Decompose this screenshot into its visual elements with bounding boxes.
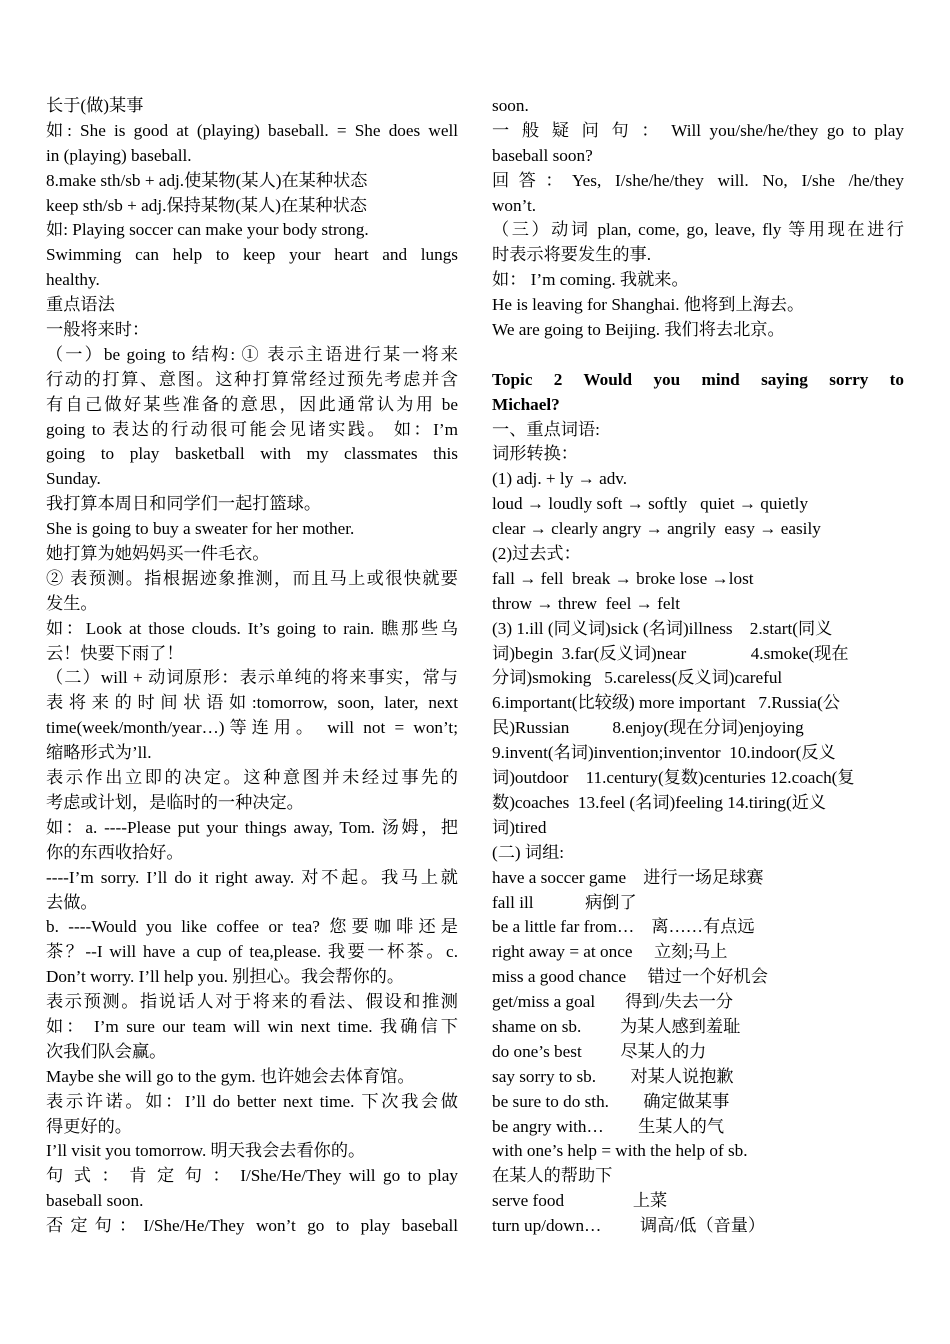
text-line: 次我们队会赢。 xyxy=(46,1041,167,1061)
text-line: 表将来的时间状语如:tomorrow, soon, later, next xyxy=(46,693,458,713)
text-line: have a soccer game 进行一场足球赛 xyxy=(492,867,764,887)
text-line: serve food 上菜 xyxy=(492,1191,668,1211)
text-line: 缩略形式为’ll. xyxy=(46,743,152,763)
text-line: 民)Russian 8.enjoy(现在分词)enjoying xyxy=(492,718,804,738)
text-line: be angry with… 生某人的气 xyxy=(492,1116,725,1136)
text-line: 云！快要下雨了！ xyxy=(46,643,184,663)
text-line: 表示许诺。如：I’ll do better next time. 下次我会做 xyxy=(46,1091,458,1111)
text-line: 6.important(比较级) more important 7.Russia(公 xyxy=(492,693,840,713)
text-line: going to play basketball with my classmates this xyxy=(46,444,458,464)
text-line: 时表示将要发生的事. xyxy=(492,245,651,265)
section-heading-line: Michael? xyxy=(492,394,560,414)
text-line: 茶？--I will have a cup of tea,please. 我要一杯茶。c. xyxy=(46,942,458,962)
text-line: 重点语法 xyxy=(46,295,115,315)
text-line: get/miss a goal 得到/失去一分 xyxy=(492,992,734,1012)
text-line: fall → fell break → broke lose →lost xyxy=(492,568,754,588)
text-line xyxy=(492,343,904,368)
text-line: miss a good chance 错过一个好机会 xyxy=(492,967,768,987)
text-line: keep sth/sb + adj.保持某物(某人)在某种状态 xyxy=(46,195,367,215)
text-line: Don’t worry. I’ll help you. 别担心。我会帮你的。 xyxy=(46,967,405,987)
text-line: ----I’m sorry. I’ll do it right away. 对不起。我马上就 xyxy=(46,867,458,887)
text-line: throw → threw feel → felt xyxy=(492,593,681,613)
text-line: 一般将来时： xyxy=(46,320,150,340)
right-column xyxy=(492,94,904,1239)
text-line: 回答：Yes, I/she/he/they will. No, I/she /he/they xyxy=(492,170,904,190)
text-line: soon. xyxy=(492,96,529,115)
text-line: （二）will + 动词原形：表示单纯的将来事实，常与 xyxy=(46,668,458,688)
text-line: 如: She is good at (playing) baseball. = She does well xyxy=(46,120,458,140)
text-line: turn up/down… 调高/低（音量） xyxy=(492,1216,766,1236)
text-line: 发生。 xyxy=(46,593,98,613)
text-line: 一、重点词语: xyxy=(492,419,600,439)
text-line: Swimming can help to keep your heart and lungs xyxy=(46,245,458,265)
text-line: going to 表达的行动很可能会见诸实践。 如：I’m xyxy=(46,419,458,439)
text-line: 分词)smoking 5.careless(反义词)careful xyxy=(492,668,783,688)
text-line: baseball soon. xyxy=(46,1191,144,1211)
text-line: 长于(做)某事 xyxy=(46,96,144,115)
text-line: He is leaving for Shanghai. 他将到上海去。 xyxy=(492,295,805,315)
text-line: 9.invent(名词)invention;inventor 10.indoor(反义 xyxy=(492,743,836,763)
text-line: (3) 1.ill (同义词)sick (名词)illness 2.start(同义 xyxy=(492,618,833,638)
text-line: be a little far from… 离……有点远 xyxy=(492,917,755,937)
text-line: baseball soon? xyxy=(492,145,593,165)
text-line: 考虑或计划，是临时的一种决定。 xyxy=(46,792,304,812)
text-line: b. ----Would you like coffee or tea? 您要咖啡还是 xyxy=(46,917,458,937)
text-line: 一 般 疑 问 句 ： Will you/she/he/they go to play xyxy=(492,120,904,140)
text-line: 词)tired xyxy=(492,817,547,837)
text-line: 表示预测。指说话人对于将来的看法、假设和推测 xyxy=(46,992,458,1012)
text-line: Maybe she will go to the gym. 也许她会去体育馆。 xyxy=(46,1066,415,1086)
text-line: (二) 词组: xyxy=(492,842,565,862)
text-line: 去做。 xyxy=(46,892,98,912)
text-line: 如：a. ----Please put your things away, Tom. 汤姆，把 xyxy=(46,817,458,837)
text-line: 表示作出立即的决定。这种意图并未经过事先的 xyxy=(46,768,458,788)
text-line: We are going to Beijing. 我们将去北京。 xyxy=(492,320,785,340)
text-line: She is going to buy a sweater for her mother. xyxy=(46,519,355,539)
text-line: 如：Look at those clouds. It’s going to rain. 瞧那些乌 xyxy=(46,618,458,638)
text-line: 行动的打算、意图。这种打算常经过预先考虑并含 xyxy=(46,369,458,389)
text-line: do one’s best 尽某人的力 xyxy=(492,1041,707,1061)
text-line: 否定句：I/She/He/They won’t go to play baseball xyxy=(46,1216,458,1236)
text-line: 在某人的帮助下 xyxy=(492,1166,613,1186)
text-line: 词形转换： xyxy=(492,444,578,464)
text-line: 她打算为她妈妈买一件毛衣。 xyxy=(46,544,270,564)
text-line: 词)begin 3.far(反义词)near 4.smoke(现在 xyxy=(492,643,849,663)
text-line: 我打算本周日和同学们一起打篮球。 xyxy=(46,494,322,514)
text-line: say sorry to sb. 对某人说抱歉 xyxy=(492,1066,734,1086)
text-line: (1) adj. + ly → adv. xyxy=(492,469,628,489)
text-line: 词)outdoor 11.century(复数)centuries 12.coach(复 xyxy=(492,768,855,788)
text-line: （一）be going to 结构: ① 表示主语进行某一将来 xyxy=(46,344,458,364)
text-line: 句 式 ： 肯 定 句 ： I/She/He/They will go to play xyxy=(46,1166,458,1186)
text-line: 如: Playing soccer can make your body strong. xyxy=(46,220,369,240)
text-line: ② 表预测。指根据迹象推测，而且马上或很快就要 xyxy=(46,568,458,588)
text-line: 你的东西收拾好。 xyxy=(46,842,184,862)
text-line: Sunday. xyxy=(46,469,101,489)
text-line: healthy. xyxy=(46,270,100,290)
text-line: clear → clearly angry → angrily easy → easily xyxy=(492,519,821,539)
text-line: won’t. xyxy=(492,195,537,215)
text-line: 得更好的。 xyxy=(46,1116,132,1136)
text-line: 如： I’m coming. 我就来。 xyxy=(492,270,689,290)
text-line: 有自己做好某些准备的意思，因此通常认为用 be xyxy=(46,394,458,414)
text-line: （三）动词 plan, come, go, leave, fly 等用现在进行 xyxy=(492,220,904,240)
text-line: shame on sb. 为某人感到羞耻 xyxy=(492,1016,741,1036)
text-line: I’ll visit you tomorrow. 明天我会去看你的。 xyxy=(46,1141,366,1161)
text-line: in (playing) baseball. xyxy=(46,145,192,165)
text-line: time(week/month/year…)等连用。 will not = won’t; xyxy=(46,718,458,738)
section-heading-line: Topic 2 Would you mind saying sorry to xyxy=(492,369,904,389)
text-line: (2)过去式： xyxy=(492,544,581,564)
text-line: loud → loudly soft → softly quiet → quietly xyxy=(492,494,809,514)
left-column xyxy=(46,94,458,1239)
text-line: 数)coaches 13.feel (名词)feeling 14.tiring(近义 xyxy=(492,792,827,812)
text-line: with one’s help = with the help of sb. xyxy=(492,1141,748,1161)
text-line: fall ill 病倒了 xyxy=(492,892,637,912)
text-line: 8.make sth/sb + adj.使某物(某人)在某种状态 xyxy=(46,170,368,190)
text-line: 如： I’m sure our team will win next time. 我确信下 xyxy=(46,1016,458,1036)
text-line: be sure to do sth. 确定做某事 xyxy=(492,1091,730,1111)
text-line: right away = at once 立刻;马上 xyxy=(492,942,728,962)
